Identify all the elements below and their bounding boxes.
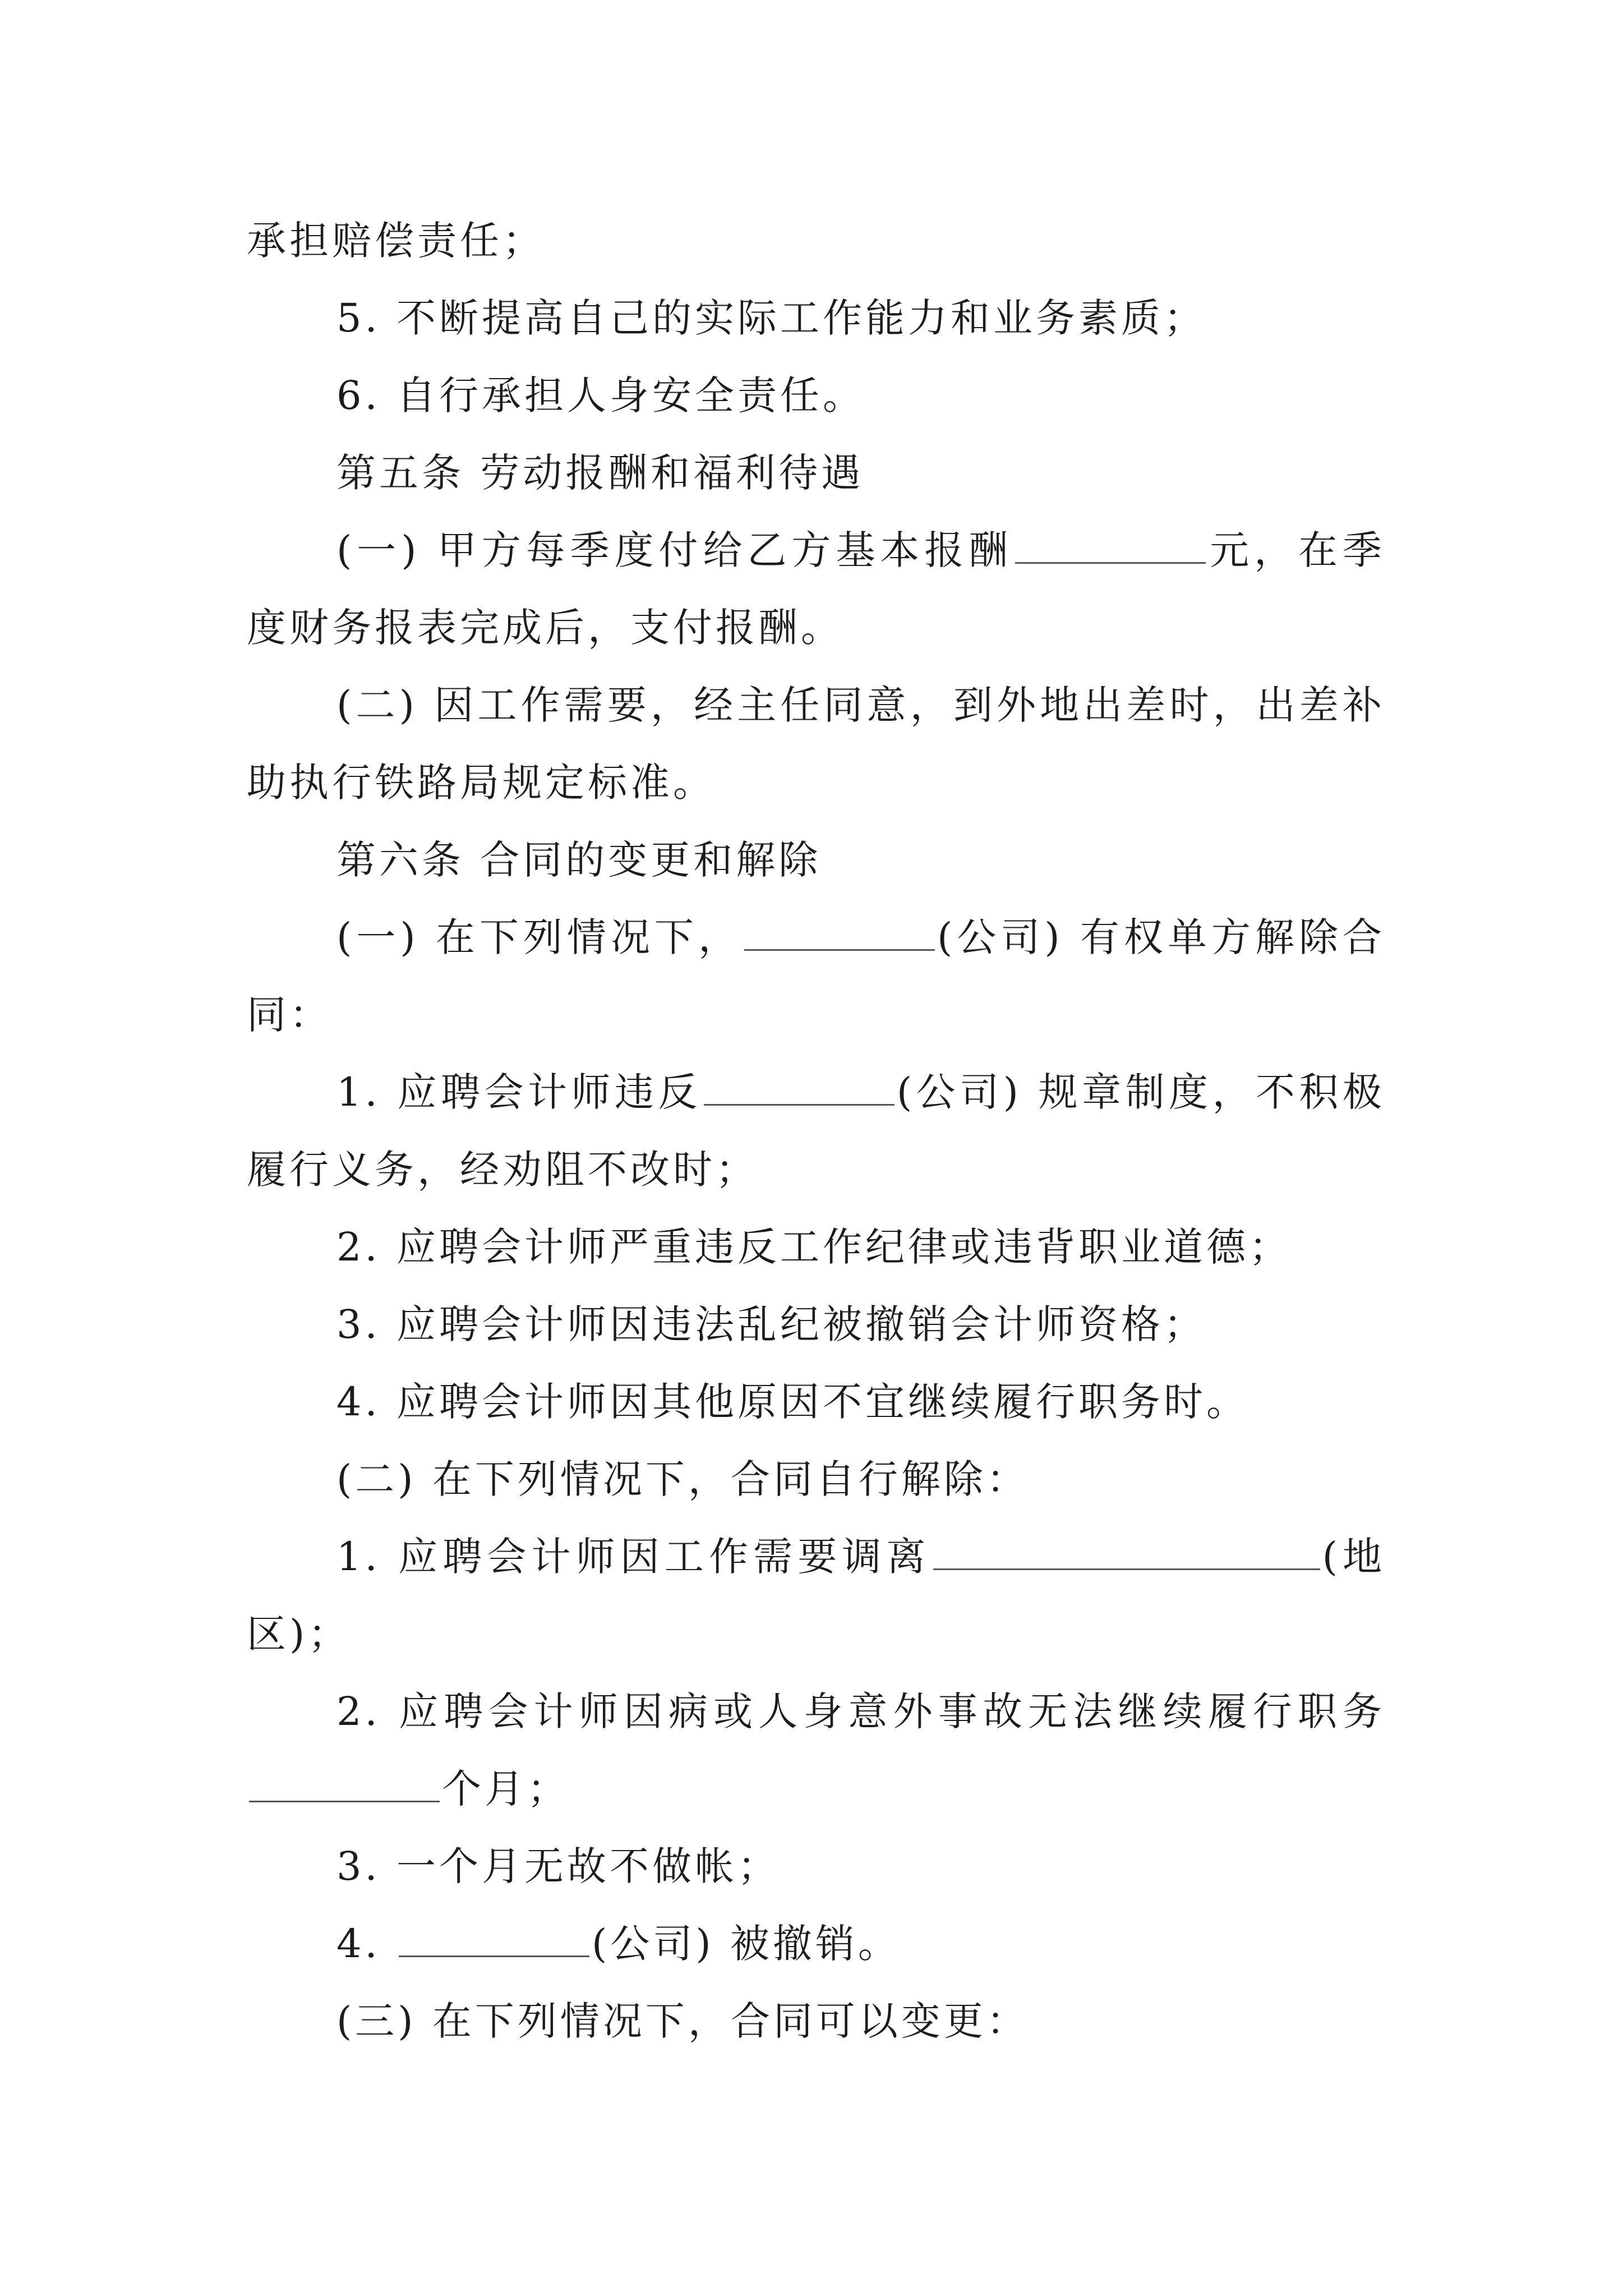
article-heading: 第六条 合同的变更和解除 — [336, 837, 822, 883]
fill-in-blank — [249, 1761, 440, 1802]
clause-line: (三) 在下列情况下，合同可以变更： — [336, 1998, 1029, 2044]
clause-line: 2. 应聘会计师因病或人身意外事故无法继续履行职务个月； — [247, 1673, 1385, 1828]
contract-text-body — [247, 202, 1385, 2060]
clause-line: 1. 应聘会计师因工作需要调离 (地区)； — [247, 1518, 1385, 1673]
article-heading: 第五条 劳动报酬和福利待遇 — [336, 450, 864, 496]
clause-line: 4. (公司) 被撤销。 — [247, 1905, 1385, 1982]
fill-in-blank — [1015, 523, 1206, 564]
clause-line: (一) 在下列情况下， (公司) 有权单方解除合同： — [247, 899, 1385, 1053]
clause-line: 3. 应聘会计师因违法乱纪被撤销会计师资格； — [336, 1301, 1207, 1347]
clause-line: 1. 应聘会计师违反 (公司) 规章制度，不积极履行义务，经劝阻不改时； — [247, 1053, 1385, 1208]
fill-in-blank — [933, 1529, 1320, 1570]
clause-line: 5. 不断提高自己的实际工作能力和业务素质； — [336, 295, 1207, 341]
clause-line: 2. 应聘会计师严重违反工作纪律或违背职业道德； — [336, 1224, 1292, 1270]
clause-line: 承担赔偿责任； — [247, 218, 545, 264]
clause-line: 4. 应聘会计师因其他原因不宜继续履行职务时。 — [336, 1379, 1249, 1425]
clause-line: (二) 在下列情况下，合同自行解除： — [336, 1456, 1029, 1502]
clause-line: 6. 自行承担人身安全责任。 — [336, 372, 866, 418]
fill-in-blank — [704, 1065, 895, 1106]
clause-line: 3. 一个月无故不做帐； — [336, 1843, 781, 1889]
fill-in-blank — [399, 1916, 589, 1957]
clause-line: (二) 因工作需要，经主任同意，到外地出差时，出差补助执行铁路局规定标准。 — [247, 682, 1385, 806]
clause-line: (一) 甲方每季度付给乙方基本报酬 元，在季度财务报表完成后，支付报酬。 — [247, 512, 1385, 666]
fill-in-blank — [744, 910, 935, 951]
